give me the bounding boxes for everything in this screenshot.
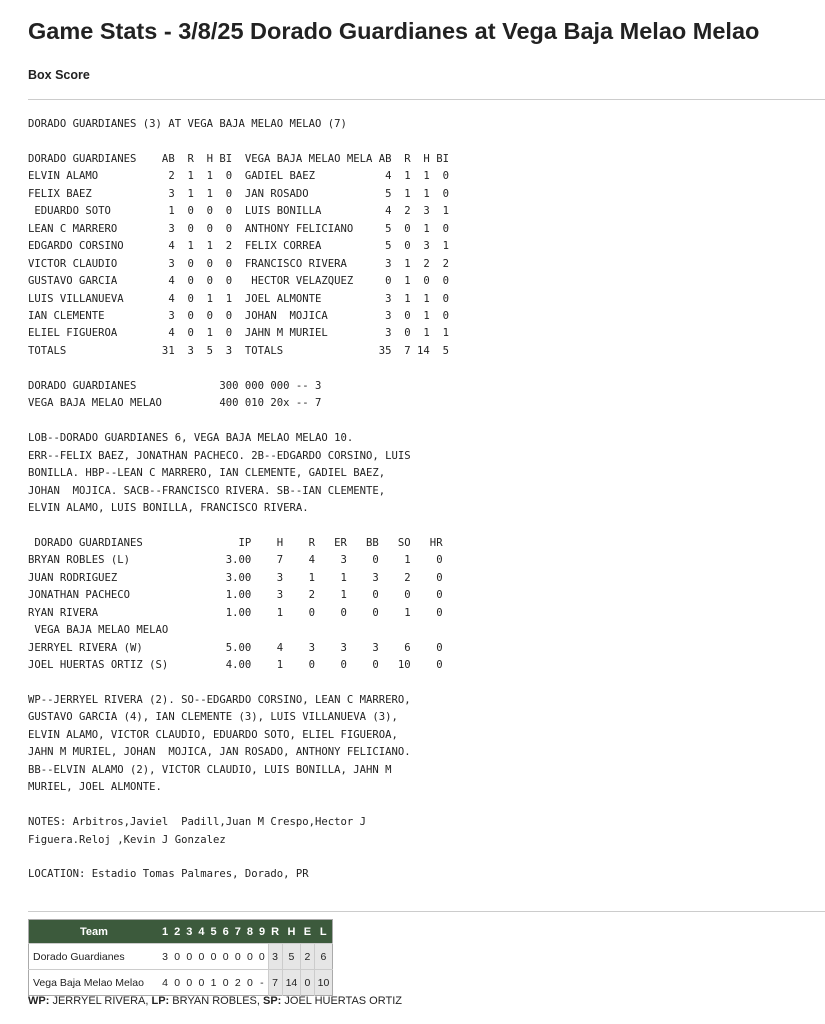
header-inning-5: 5 <box>208 920 220 944</box>
inning-score: 0 <box>208 944 220 970</box>
inning-score: 0 <box>244 944 256 970</box>
inning-score: - <box>256 970 268 996</box>
inning-score: 0 <box>183 970 195 996</box>
inning-score: 0 <box>256 944 268 970</box>
inning-score: 0 <box>171 944 183 970</box>
header-inning-1: 1 <box>159 920 171 944</box>
total-lob: 6 <box>314 944 333 970</box>
table-row <box>29 970 333 996</box>
line-score-table <box>28 919 333 996</box>
total-errors: 0 <box>301 970 314 996</box>
save-pitcher: JOEL HUERTAS ORTIZ <box>284 995 402 1007</box>
bottom-divider <box>28 911 825 912</box>
top-divider <box>28 99 825 100</box>
header-runs: R <box>268 920 282 944</box>
wp-label: WP: <box>28 995 50 1007</box>
box-score-text: DORADO GUARDIANES (3) AT VEGA BAJA MELAO MELAO (7) DORADO GUARDIANES AB R H BI VEGA BAJA MELAO MELA AB R H BI ELVIN ALAMO 2 1 1 0 GADIEL BAEZ 4 1 1 0 FELIX BAEZ 3 1 1 0 JAN ROSADO 5 1 1 0 EDUARDO SOTO 1 0 0 0 LUIS BONILLA 4 2 3 1 LEAN C MARRERO 3 0 0 0 ANTHONY FELICIANO 5 0 1 0 EDGARDO CORSINO 4 1 1 2 FELIX CORREA 5 0 3 1 VICTOR CLAUDIO 3 0 0 0 FRANCISCO RIVERA 3 1 2 2 GUSTAVO GARCIA 4 0 0 0 HECTOR VELAZQUEZ 0 1 0 0 LUIS VILLANUEVA 4 0 1 1 JOEL ALMONTE 3 1 1 0 IAN CLEMENTE 3 0 0 0 JOHAN MOJICA 3 0 1 0 ELIEL FIGUEROA 4 0 1 0 JAHN M MURIEL 3 0 1 1 TOTALS 31 3 5 3 TOTALS 35 7 14 5 DORADO GUARDIANES 300 000 000 -- 3 VEGA BAJA MELAO MELAO 400 010 20x -- 7 LOB--DORADO GUARDIANES 6, VEGA BAJA MELAO MELAO 10. ERR--FELIX BAEZ, JONATHAN PACHECO. 2B--EDGARDO CORSINO, LUIS BONILLA. HBP--LEAN C MARRERO, IAN CLEMENTE, GADIEL BAEZ, JOHAN MOJICA. SACB--FRANCISCO RIVERA. SB--IAN CLEMENTE, ELVIN ALAMO, LUIS BONILLA, FRANCISCO RIVERA. DORADO GUARDIANES IP H R ER BB SO HR BRYAN ROBLES (L) 3.00 7 4 3 0 1 0 JUAN RODRIGUEZ 3.00 3 1 1 3 2 0 JONATHAN PACHECO 1.00 3 2 1 0 0 0 RYAN RIVERA 1.00 1 0 0 0 1 0 VEGA BAJA MELAO MELAO JERRYEL RIVERA (W) 5.00 4 3 3 3 6 0 JOEL HUERTAS ORTIZ (S) 4.00 1 0 0 0 10 0 WP--JERRYEL RIVERA (2). SO--EDGARDO CORSINO, LEAN C MARRERO, GUSTAVO GARCIA (4), IAN CLEMENTE (3), LUIS VILLANUEVA (3), ELVIN ALAMO, VICTOR CLAUDIO, EDUARDO SOTO, ELIEL FIGUEROA, JAHN M MURIEL, JOHAN MOJICA, JAN ROSADO, ANTHONY FELICIANO. BB--ELVIN ALAMO (2), VICTOR CLAUDIO, LUIS BONILLA, JAHN M MURIEL, JOEL ALMONTE. NOTES: Arbitros,Javiel Padill,Juan M Crespo,Hector J Figuera.Reloj ,Kevin J Gonzalez LOCATION: Estadio Tomas Palmares, Dorado, PR <box>28 118 449 881</box>
inning-score: 0 <box>171 970 183 996</box>
sp-label: SP: <box>263 995 282 1007</box>
header-inning-3: 3 <box>183 920 195 944</box>
inning-score: 0 <box>195 944 207 970</box>
losing-pitcher: BRYAN ROBLES <box>172 995 257 1007</box>
header-inning-9: 9 <box>256 920 268 944</box>
total-hits: 5 <box>282 944 301 970</box>
header-inning-8: 8 <box>244 920 256 944</box>
total-lob: 10 <box>314 970 333 996</box>
total-errors: 2 <box>301 944 314 970</box>
winning-pitcher: JERRYEL RIVERA <box>52 995 146 1007</box>
page-title: Game Stats - 3/8/25 Dorado Guardianes at Vega Baja Melao Melao <box>28 18 760 44</box>
header-hits: H <box>282 920 301 944</box>
inning-score: 4 <box>159 970 171 996</box>
team-name: Vega Baja Melao Melao <box>29 970 160 996</box>
total-runs: 7 <box>268 970 282 996</box>
team-name: Dorado Guardianes <box>29 944 160 970</box>
header-lob: L <box>314 920 333 944</box>
line-score-header-row <box>29 920 333 944</box>
inning-score: 0 <box>220 970 232 996</box>
inning-score: 0 <box>220 944 232 970</box>
header-team: Team <box>29 920 160 944</box>
table-row <box>29 944 333 970</box>
header-errors: E <box>301 920 314 944</box>
inning-score: 0 <box>244 970 256 996</box>
header-inning-2: 2 <box>171 920 183 944</box>
total-runs: 3 <box>268 944 282 970</box>
header-inning-7: 7 <box>232 920 244 944</box>
total-hits: 14 <box>282 970 301 996</box>
header-inning-4: 4 <box>195 920 207 944</box>
lp-label: LP: <box>151 995 170 1007</box>
header-inning-6: 6 <box>220 920 232 944</box>
box-score-heading: Box Score <box>28 68 90 82</box>
pitching-decisions: WP: JERRYEL RIVERA, LP: BRYAN ROBLES, SP: JOEL HUERTAS ORTIZ <box>28 995 402 1007</box>
inning-score: 0 <box>183 944 195 970</box>
inning-score: 0 <box>232 944 244 970</box>
inning-score: 0 <box>195 970 207 996</box>
inning-score: 2 <box>232 970 244 996</box>
inning-score: 1 <box>208 970 220 996</box>
inning-score: 3 <box>159 944 171 970</box>
